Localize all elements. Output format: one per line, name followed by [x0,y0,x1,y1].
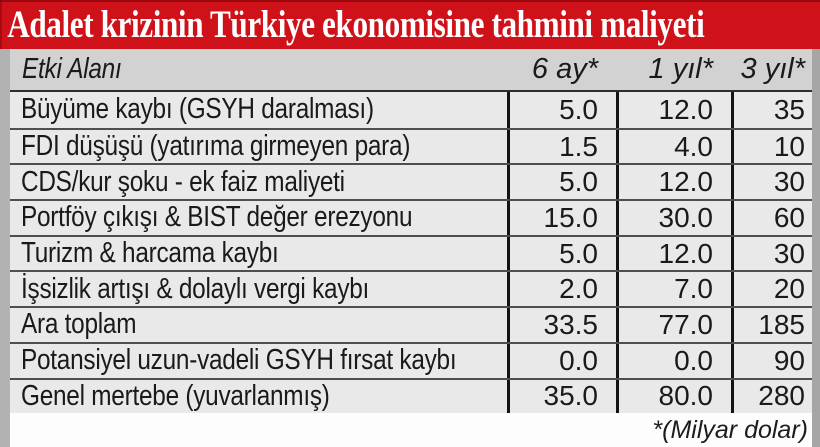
unit-footnote: *(Milyar dolar) [10,413,812,447]
row-value-1yil: 12.0 [616,165,731,199]
table-row [10,235,812,271]
row-label-text: Genel mertebe (yuvarlanmış) [21,379,330,412]
row-value-6ay: 35.0 [507,380,616,414]
row-label-text: İşsizlik artışı & dolaylı vergi kaybı [21,272,370,305]
chart-title: Adalet krizinin Türkiye ekonomisine tahmini maliyeti [7,3,705,46]
table-row-grand-total [10,378,812,414]
panel-shadow-left [0,49,10,447]
table-row [10,199,812,235]
table-row-subtotal [10,306,812,342]
table-row [10,92,812,128]
column-header-etki-alani [10,49,507,90]
row-value-3yil: 30 [731,165,812,199]
row-label-text: Ara toplam [21,308,137,341]
row-label [10,165,507,199]
row-value-1yil: 0.0 [616,344,731,378]
row-label-text: CDS/kur şoku - ek faiz maliyeti [21,165,345,198]
row-value-1yil: 77.0 [616,308,731,342]
row-value-3yil: 185 [731,308,812,342]
row-value-1yil: 80.0 [616,380,731,414]
row-value-3yil: 30 [731,237,812,271]
row-value-3yil: 20 [731,272,812,306]
row-label-text: FDI düşüşü (yatırıma girmeyen para) [21,130,411,163]
row-label [10,130,507,164]
row-value-6ay: 0.0 [507,344,616,378]
table-row [10,128,812,164]
row-value-6ay: 5.0 [507,237,616,271]
row-value-3yil: 10 [731,130,812,164]
panel-shadow-right [812,49,820,447]
row-value-6ay: 5.0 [507,165,616,199]
row-value-6ay: 15.0 [507,201,616,235]
row-label [10,380,507,414]
row-label-text: Büyüme kaybı (GSYH daralması) [21,93,374,126]
row-value-6ay: 5.0 [507,92,616,128]
row-value-3yil: 60 [731,201,812,235]
row-label-text: Potansiyel uzun-vadeli GSYH fırsat kaybı [21,344,457,377]
row-value-1yil: 30.0 [616,201,731,235]
title-banner [0,0,820,49]
row-label [10,237,507,271]
row-value-3yil: 35 [731,92,812,128]
data-table [10,49,812,413]
row-label [10,308,507,342]
row-value-1yil: 7.0 [616,272,731,306]
row-value-1yil: 4.0 [616,130,731,164]
table-header-row [10,49,812,92]
row-label [10,272,507,306]
row-label [10,344,507,378]
row-value-3yil: 90 [731,344,812,378]
row-value-6ay: 2.0 [507,272,616,306]
row-value-6ay: 33.5 [507,308,616,342]
row-value-1yil: 12.0 [616,92,731,128]
column-header-label: Etki Alanı [22,53,122,85]
column-header-6ay: 6 ay* [531,53,598,85]
row-label-text: Portföy çıkışı & BIST değer erezyonu [21,201,413,234]
table-row [10,163,812,199]
row-label [10,92,507,128]
table-row [10,270,812,306]
row-label-text: Turizm & harcama kaybı [21,237,279,270]
column-header-3yil: 3 yıl* [740,53,805,85]
column-header-1yil: 1 yıl* [648,53,713,85]
row-value-6ay: 1.5 [507,130,616,164]
row-value-1yil: 12.0 [616,237,731,271]
row-label [10,201,507,235]
table-row [10,342,812,378]
row-value-3yil: 280 [731,380,812,414]
